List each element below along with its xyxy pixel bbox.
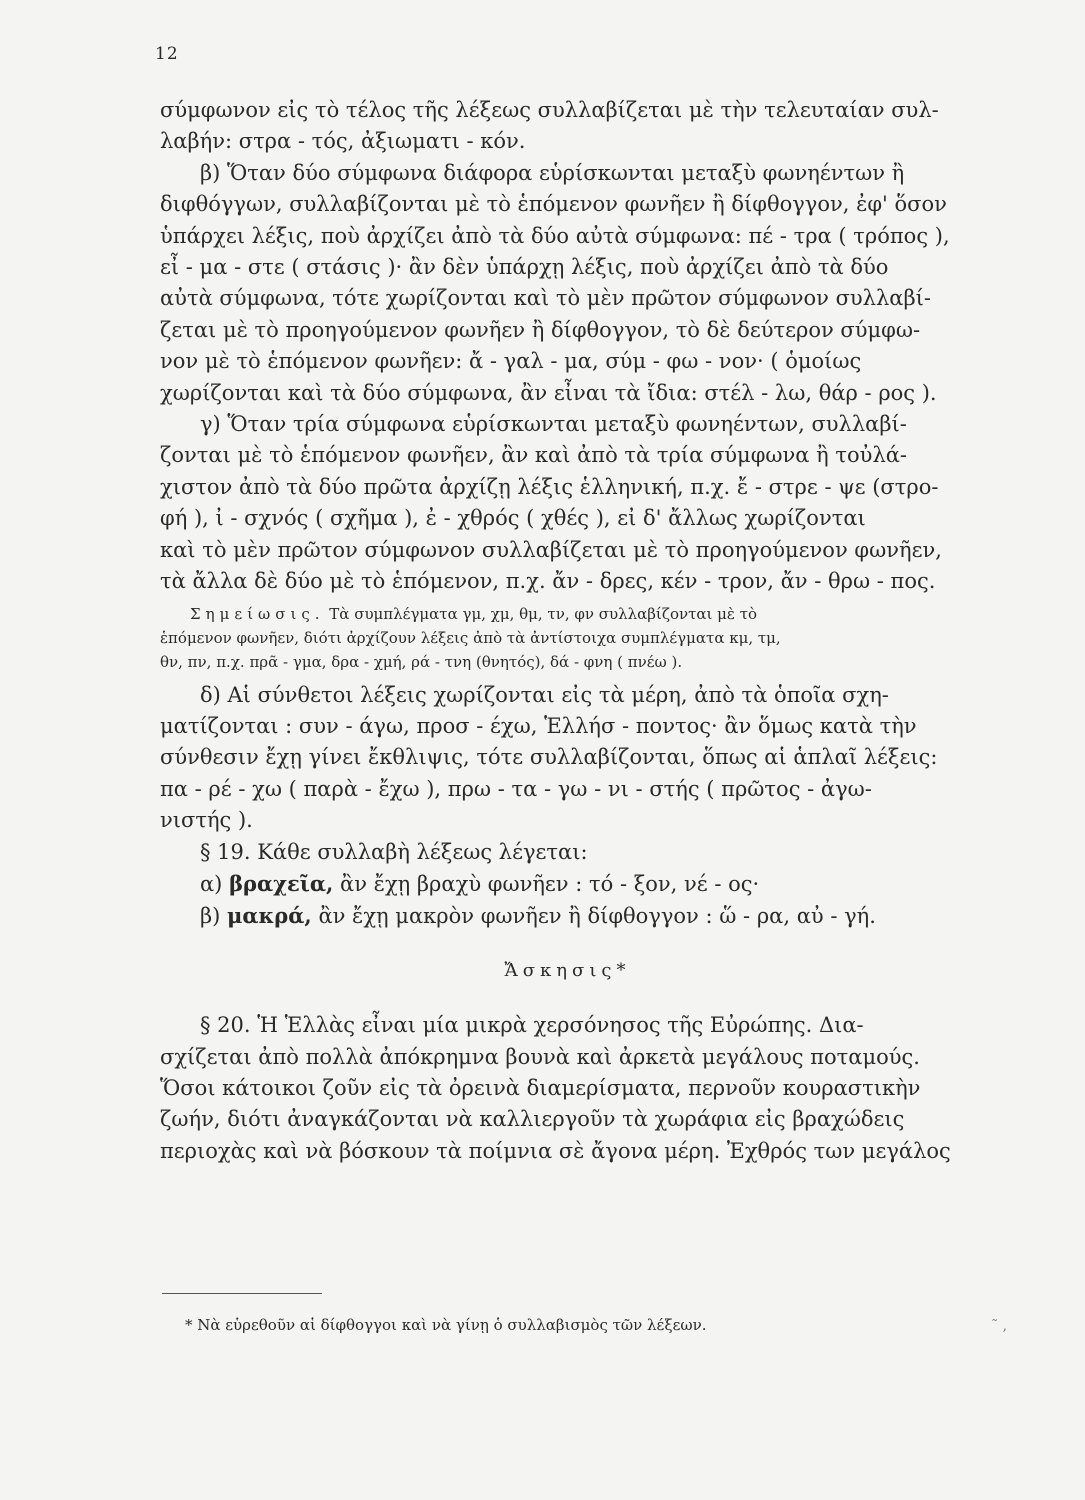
note-line: ἑπόμενον φωνῆεν, διότι ἀρχίζουν λέξεις ἀπὸ τὰ ἀντίστοιχα συμπλέγματα κμ, τμ, (160, 628, 781, 647)
text-line: αὐτὰ σύμφωνα, τότε χωρίζονται καὶ τὸ μὲν πρῶτον σύμφωνον συλλαβί- (160, 286, 931, 311)
term-short: βραχεῖα, (229, 870, 334, 896)
item-a-label: α) (200, 871, 223, 896)
exercise-heading: Ἄσκησις* (504, 959, 631, 981)
paragraph-c-start: γ) Ὅταν τρία σύμφωνα εὑρίσκωνται μεταξὺ φωνηέντων, συλλαβί- (200, 412, 907, 437)
text-line: σύμφωνον εἰς τὸ τέλος τῆς λέξεως συλλαβίζεται μὲ τὴν τελευταίαν συλ- (160, 98, 939, 122)
syllable-long-line (160, 900, 975, 932)
note-first-line (160, 602, 975, 626)
text-line: ὑπάρχει λέξις, ποὺ ἀρχίζει ἀπὸ τὰ δύο αὐτὰ σύμφωνα: πέ - τρα ( τρόπος ), (160, 223, 950, 248)
exercise-start: § 20. Ἡ Ἑλλὰς εἶναι μία μικρὰ χερσόνησος τῆς Εὐρώπης. Δια- (200, 1013, 864, 1038)
item-b-text: ἂν ἔχῃ μακρὸν φωνῆεν ἢ δίφθογγον : ὥ - ρα, αὐ - γή. (318, 904, 876, 929)
text-line: χωρίζονται καὶ τὰ δύο σύμφωνα, ἂν εἶναι τὰ ἴδια: στέλ - λω, θάρ - ρος ). (160, 380, 937, 405)
note-text: Τὰ συμπλέγματα γμ, χμ, θμ, τν, φν συλλαβίζονται μὲ τὸ (329, 604, 758, 623)
item-a-text: ἂν ἔχῃ βραχὺ φωνῆεν : τό - ξον, νέ - ος· (340, 871, 760, 896)
exercise-line: Ὅσοι κάτοικοι ζοῦν εἰς τὰ ὀρεινὰ διαμερίσματα, περνοῦν κουραστικὴν (160, 1075, 921, 1100)
text-line: ζονται μὲ τὸ ἑπόμενον φωνῆεν, ἂν καὶ ἀπὸ τὰ τρία σύμφωνα ἢ τοὐλά- (160, 443, 908, 468)
text-line: φή ), ἰ - σχνός ( σχῆμα ), ἐ - χθρός ( χθές ), εἰ δ' ἄλλως χωρίζονται (160, 506, 866, 531)
footnote: * Νὰ εὑρεθοῦν αἱ δίφθογγοι καὶ νὰ γίνῃ ὁ συλλαβισμὸς τῶν λέξεων. (185, 1316, 707, 1334)
text-line: νιστής ). (160, 808, 253, 833)
note-line: θν, πν, π.χ. πρᾶ - γμα, δρα - χμή, ρά - τνη (θνητός), δά - φνη ( πνέω ). (160, 652, 683, 671)
text-line: χιστον ἀπὸ τὰ δύο πρῶτα ἀρχίζῃ λέξις ἑλληνική, π.χ. ἔ - στρε - ψε (στρο- (160, 474, 939, 499)
exercise-line: περιοχὰς καὶ νὰ βόσκουν τὰ ποίμνια σὲ ἄγονα μέρη. Ἐχθρός των μεγάλος (160, 1138, 951, 1163)
text-line: νον μὲ τὸ ἑπόμενον φωνῆεν: ἄ - γαλ - μα, σύμ - φω - νον· ( ὁμοίως (160, 349, 862, 374)
exercise-line: σχίζεται ἀπὸ πολλὰ ἀπόκρημνα βουνὰ καὶ ἀρκετὰ μεγάλους ποταμούς. (160, 1044, 920, 1069)
footnote-divider (162, 1293, 322, 1294)
text-line: ζεται μὲ τὸ προηγούμενον φωνῆεν ἢ δίφθογγον, τὸ δὲ δεύτερον σύμφω- (160, 317, 921, 342)
text-line: διφθόγγων, συλλαβίζονται μὲ τὸ ἑπόμενον φωνῆεν ἢ δίφθογγον, ἐφ' ὅσον (160, 192, 947, 217)
body-text (160, 95, 975, 1167)
text-line: εἶ - μα - στε ( στάσις )· ἂν δὲν ὑπάρχῃ λέξις, ποὺ ἀρχίζει ἀπὸ τὰ δύο (160, 255, 889, 280)
syllable-short-line (160, 868, 975, 900)
note-label: Σημείωσις. (190, 604, 325, 623)
page-number: 12 (155, 44, 179, 64)
term-long: μακρά, (227, 903, 312, 929)
text-line: λαβήν: στρα - τός, ἀξιωματι - κόν. (160, 129, 526, 154)
note-block (160, 602, 975, 674)
text-line: ματίζονται : συν - άγω, προσ - έχω, Ἑλλήσ - ποντος· ἂν ὅμως κατὰ τὴν (160, 713, 917, 738)
exercise-line: ζωήν, διότι ἀναγκάζονται νὰ καλλιεργοῦν τὰ χωράφια εἰς βραχώδεις (160, 1107, 905, 1132)
text-line: πα - ρέ - χω ( παρὰ - ἔχω ), πρω - τα - γω - νι - στής ( πρῶτος - ἀγω- (160, 776, 872, 801)
text-line: καὶ τὸ μὲν πρῶτον σύμφωνον συλλαβίζεται μὲ τὸ προηγούμενον φωνῆεν, (160, 537, 942, 562)
item-b-label: β) (200, 904, 221, 929)
stray-mark-icon: ˜ ‚ (991, 1318, 1007, 1334)
paragraph-d-start: δ) Αἱ σύνθετοι λέξεις χωρίζονται εἰς τὰ μέρη, ἀπὸ τὰ ὁποῖα σχη- (200, 682, 889, 707)
paragraph-b-start: β) Ὅταν δύο σύμφωνα διάφορα εὑρίσκωνται μεταξὺ φωνηέντων ἢ (200, 160, 905, 185)
text-line: τὰ ἄλλα δὲ δύο μὲ τὸ ἑπόμενον, π.χ. ἄν - δρες, κέν - τρον, ἄν - θρω - πος. (160, 569, 936, 594)
section-19: § 19. Κάθε συλλαβὴ λέξεως λέγεται: (200, 839, 588, 864)
text-line: σύνθεσιν ἔχῃ γίνει ἔκθλιψις, τότε συλλαβίζονται, ὅπως αἱ ἁπλαῖ λέξεις: (160, 745, 938, 770)
